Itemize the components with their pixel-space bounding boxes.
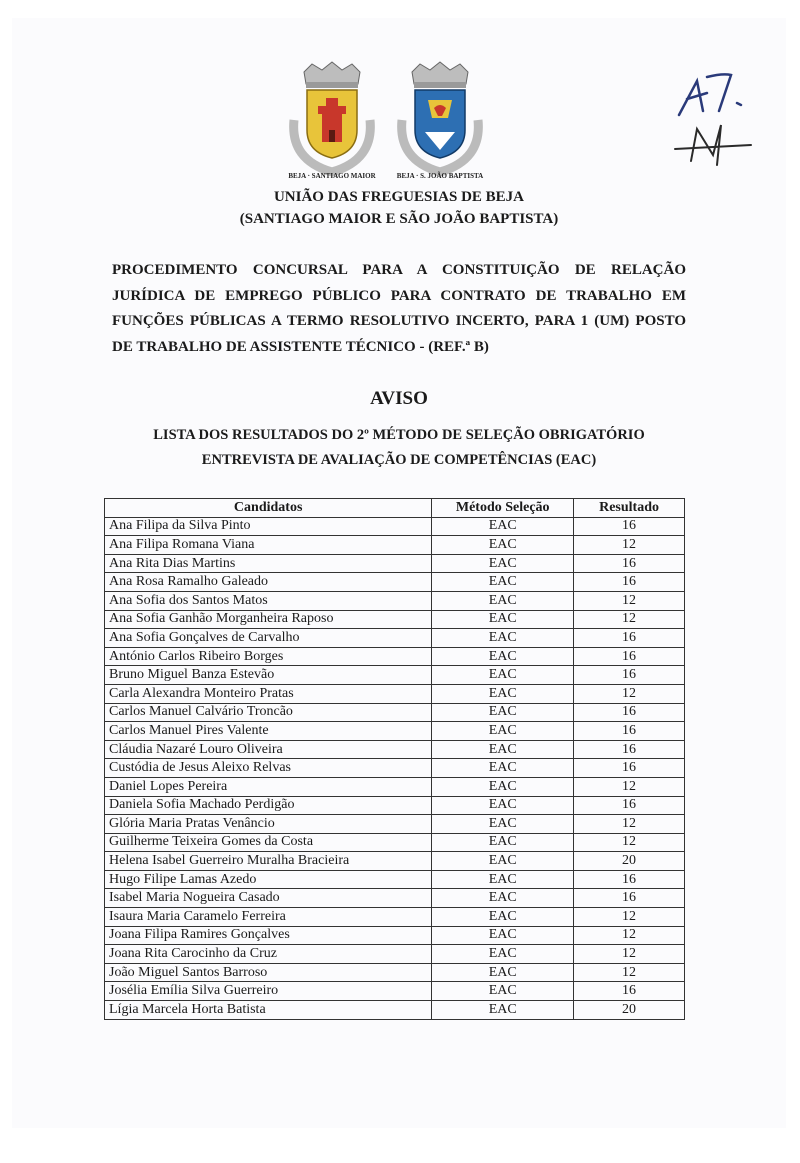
notice-title: AVISO bbox=[370, 388, 428, 409]
candidate-name-cell: Guilherme Teixeira Gomes da Costa bbox=[105, 833, 432, 852]
result-cell: 16 bbox=[574, 554, 685, 573]
santiago-maior-crest bbox=[282, 60, 382, 180]
table-row bbox=[105, 870, 685, 889]
candidate-name-cell: Ana Rosa Ramalho Galeado bbox=[105, 573, 432, 592]
method-cell: EAC bbox=[432, 963, 574, 982]
result-cell: 16 bbox=[574, 759, 685, 778]
table-row bbox=[105, 908, 685, 927]
result-cell: 16 bbox=[574, 629, 685, 648]
table-row bbox=[105, 591, 685, 610]
table-row bbox=[105, 963, 685, 982]
table-row bbox=[105, 610, 685, 629]
candidate-name-cell: Ana Sofia Ganhão Morganheira Raposo bbox=[105, 610, 432, 629]
method-cell: EAC bbox=[432, 573, 574, 592]
svg-text:BEJA · SANTIAGO MAIOR: BEJA · SANTIAGO MAIOR bbox=[288, 172, 376, 180]
method-cell: EAC bbox=[432, 852, 574, 871]
table-row bbox=[105, 666, 685, 685]
candidate-name-cell: Ana Rita Dias Martins bbox=[105, 554, 432, 573]
table-row bbox=[105, 982, 685, 1001]
result-cell: 12 bbox=[574, 536, 685, 555]
result-cell: 16 bbox=[574, 573, 685, 592]
result-cell: 20 bbox=[574, 852, 685, 871]
document-page bbox=[12, 18, 786, 1128]
method-cell: EAC bbox=[432, 777, 574, 796]
parish-subtitle: (SANTIAGO MAIOR E SÃO JOÃO BAPTISTA) bbox=[239, 211, 559, 227]
candidate-name-cell: Ana Sofia dos Santos Matos bbox=[105, 591, 432, 610]
result-cell: 16 bbox=[574, 647, 685, 666]
parish-name: UNIÃO DAS FREGUESIAS DE BEJA bbox=[273, 189, 525, 205]
candidate-name-cell: Carla Alexandra Monteiro Pratas bbox=[105, 684, 432, 703]
candidate-name-cell: Bruno Miguel Banza Estevão bbox=[105, 666, 432, 685]
candidate-name-cell: Cláudia Nazaré Louro Oliveira bbox=[105, 740, 432, 759]
method-cell: EAC bbox=[432, 554, 574, 573]
list-heading-line1: LISTA DOS RESULTADOS DO 2º MÉTODO DE SELEÇÃO OBRIGATÓRIO bbox=[153, 427, 645, 443]
table-row bbox=[105, 684, 685, 703]
result-cell: 16 bbox=[574, 722, 685, 741]
result-cell: 16 bbox=[574, 517, 685, 536]
candidate-name-cell: Glória Maria Pratas Venâncio bbox=[105, 815, 432, 834]
candidate-name-cell: Ana Sofia Gonçalves de Carvalho bbox=[105, 629, 432, 648]
method-cell: EAC bbox=[432, 666, 574, 685]
method-cell: EAC bbox=[432, 833, 574, 852]
candidate-name-cell: Isabel Maria Nogueira Casado bbox=[105, 889, 432, 908]
result-cell: 12 bbox=[574, 591, 685, 610]
table-row bbox=[105, 926, 685, 945]
candidate-name-cell: Ana Filipa da Silva Pinto bbox=[105, 517, 432, 536]
table-row bbox=[105, 629, 685, 648]
list-heading-line2: ENTREVISTA DE AVALIAÇÃO DE COMPETÊNCIAS (EAC) bbox=[201, 452, 597, 468]
column-header-method: Método Seleção bbox=[432, 499, 574, 518]
table-row bbox=[105, 1001, 685, 1020]
result-cell: 12 bbox=[574, 963, 685, 982]
result-cell: 16 bbox=[574, 870, 685, 889]
candidate-name-cell: Ana Filipa Romana Viana bbox=[105, 536, 432, 555]
candidate-name-cell: Josélia Emília Silva Guerreiro bbox=[105, 982, 432, 1001]
table-row bbox=[105, 945, 685, 964]
results-table bbox=[104, 498, 685, 1020]
table-row bbox=[105, 703, 685, 722]
method-cell: EAC bbox=[432, 870, 574, 889]
candidate-name-cell: Hugo Filipe Lamas Azedo bbox=[105, 870, 432, 889]
table-row bbox=[105, 777, 685, 796]
method-cell: EAC bbox=[432, 703, 574, 722]
table-row bbox=[105, 833, 685, 852]
table-row bbox=[105, 722, 685, 741]
candidate-name-cell: Carlos Manuel Calvário Troncão bbox=[105, 703, 432, 722]
result-cell: 16 bbox=[574, 982, 685, 1001]
procedure-title: PROCEDIMENTO CONCURSAL PARA A CONSTITUIÇÃO DE RELAÇÃO JURÍDICA DE EMPREGO PÚBLICO PARA CONTRATO DE TRABALHO EM FUNÇÕES PÚBLICAS A TERMO RESOLUTIVO INCERTO, PARA 1 (UM) POSTO DE TRABALHO DE ASSISTENTE TÉCNICO - (REF.ª B) bbox=[112, 262, 686, 355]
candidate-name-cell: Helena Isabel Guerreiro Muralha Bracieira bbox=[105, 852, 432, 871]
method-cell: EAC bbox=[432, 759, 574, 778]
method-cell: EAC bbox=[432, 722, 574, 741]
candidate-name-cell: Lígia Marcela Horta Batista bbox=[105, 1001, 432, 1020]
parish-header bbox=[12, 186, 786, 230]
method-cell: EAC bbox=[432, 945, 574, 964]
result-cell: 12 bbox=[574, 945, 685, 964]
result-cell: 12 bbox=[574, 815, 685, 834]
method-cell: EAC bbox=[432, 982, 574, 1001]
result-cell: 20 bbox=[574, 1001, 685, 1020]
column-header-result: Resultado bbox=[574, 499, 685, 518]
result-cell: 16 bbox=[574, 796, 685, 815]
method-cell: EAC bbox=[432, 684, 574, 703]
candidate-name-cell: Joana Filipa Ramires Gonçalves bbox=[105, 926, 432, 945]
candidate-name-cell: Isaura Maria Caramelo Ferreira bbox=[105, 908, 432, 927]
column-header-candidates: Candidatos bbox=[105, 499, 432, 518]
table-row bbox=[105, 573, 685, 592]
method-cell: EAC bbox=[432, 926, 574, 945]
method-cell: EAC bbox=[432, 610, 574, 629]
candidate-name-cell: Joana Rita Carocinho da Cruz bbox=[105, 945, 432, 964]
table-header-row bbox=[105, 499, 685, 518]
table-row bbox=[105, 815, 685, 834]
method-cell: EAC bbox=[432, 517, 574, 536]
result-cell: 12 bbox=[574, 777, 685, 796]
table-row bbox=[105, 554, 685, 573]
method-cell: EAC bbox=[432, 536, 574, 555]
candidate-name-cell: António Carlos Ribeiro Borges bbox=[105, 647, 432, 666]
results-table-body bbox=[105, 517, 685, 1019]
candidate-name-cell: Carlos Manuel Pires Valente bbox=[105, 722, 432, 741]
method-cell: EAC bbox=[432, 908, 574, 927]
result-cell: 12 bbox=[574, 684, 685, 703]
method-cell: EAC bbox=[432, 815, 574, 834]
method-cell: EAC bbox=[432, 796, 574, 815]
result-cell: 12 bbox=[574, 926, 685, 945]
result-cell: 16 bbox=[574, 740, 685, 759]
method-cell: EAC bbox=[432, 591, 574, 610]
method-cell: EAC bbox=[432, 1001, 574, 1020]
table-row bbox=[105, 536, 685, 555]
candidate-name-cell: João Miguel Santos Barroso bbox=[105, 963, 432, 982]
table-row bbox=[105, 889, 685, 908]
svg-text:BEJA · S. JOÃO BAPTISTA: BEJA · S. JOÃO BAPTISTA bbox=[396, 172, 484, 180]
result-cell: 12 bbox=[574, 908, 685, 927]
list-heading bbox=[12, 423, 786, 473]
table-row bbox=[105, 796, 685, 815]
table-row bbox=[105, 740, 685, 759]
table-row bbox=[105, 852, 685, 871]
table-row bbox=[105, 647, 685, 666]
method-cell: EAC bbox=[432, 629, 574, 648]
result-cell: 12 bbox=[574, 610, 685, 629]
result-cell: 12 bbox=[574, 833, 685, 852]
candidate-name-cell: Daniel Lopes Pereira bbox=[105, 777, 432, 796]
table-row bbox=[105, 759, 685, 778]
table-row bbox=[105, 517, 685, 536]
method-cell: EAC bbox=[432, 740, 574, 759]
sao-joao-baptista-crest bbox=[390, 60, 490, 180]
candidate-name-cell: Custódia de Jesus Aleixo Relvas bbox=[105, 759, 432, 778]
result-cell: 16 bbox=[574, 703, 685, 722]
candidate-name-cell: Daniela Sofia Machado Perdigão bbox=[105, 796, 432, 815]
handwritten-initials bbox=[667, 63, 767, 183]
result-cell: 16 bbox=[574, 666, 685, 685]
method-cell: EAC bbox=[432, 889, 574, 908]
result-cell: 16 bbox=[574, 889, 685, 908]
method-cell: EAC bbox=[432, 647, 574, 666]
